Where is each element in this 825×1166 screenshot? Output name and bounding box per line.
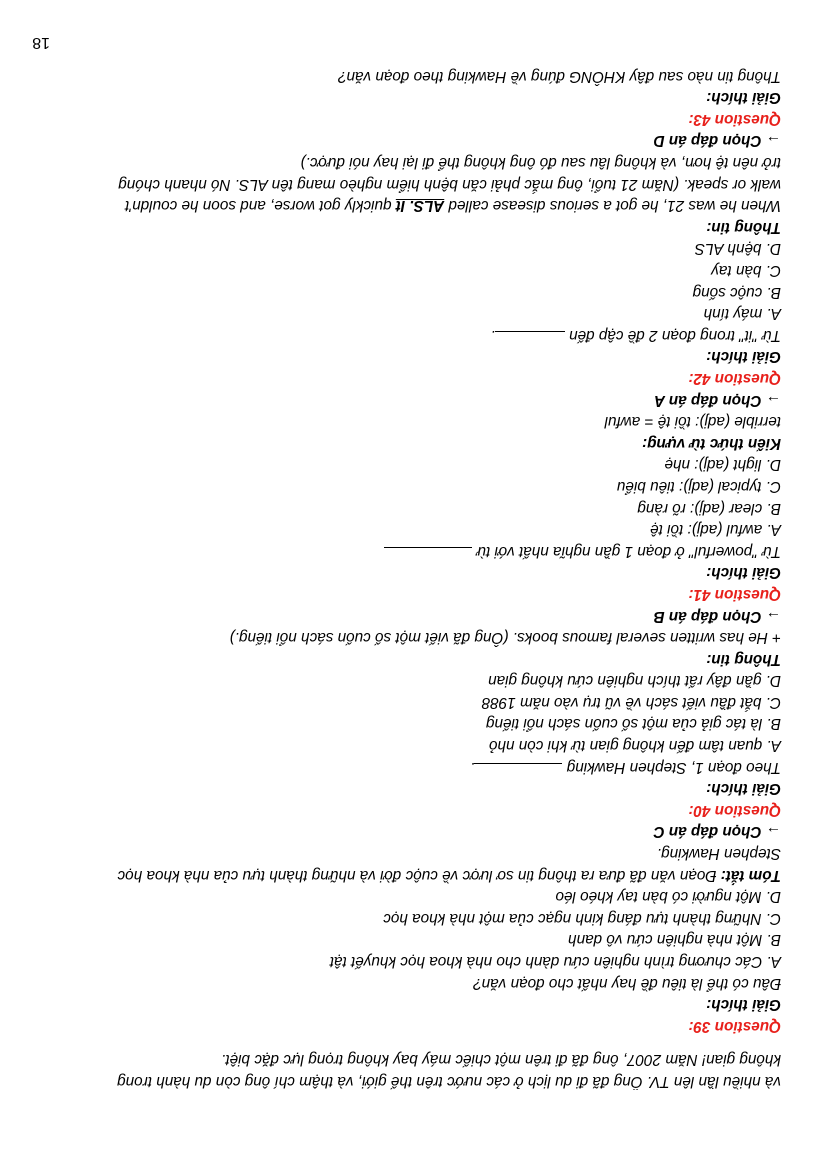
page-number: 18: [32, 34, 50, 51]
info-text: trở nên tệ hơn, và không lâu sau đó ông không thể đi lại hay nói được.): [300, 154, 781, 172]
answer-blank: [495, 331, 565, 345]
page-content: [41, 65, 781, 1092]
answer-choice: → Chọn đáp án C: [653, 823, 781, 841]
question-39-text: Đâu có thể là tiêu đề hay nhất cho đoạn văn?: [473, 974, 781, 992]
vocab-label: Kiến thức từ vựng:: [642, 434, 781, 452]
summary-text: Đoạn văn đã đưa ra thông tin sơ lược về cuộc đời và những thành tựu của nhà khoa học: [117, 866, 717, 884]
option-b: B. Một nhà nghiên cứu vô danh: [568, 931, 781, 949]
summary-label: Tóm tắt:: [720, 866, 781, 884]
option-a: A. máy tính: [703, 305, 781, 323]
option-d: D. bệnh ALS: [694, 240, 781, 258]
option-d: D. light (adj): nhẹ: [664, 456, 781, 474]
question-42-title: Question 42:: [688, 370, 781, 387]
option-a: A. quan tâm đến không gian từ khi còn nhỏ: [488, 737, 781, 755]
info-highlight: ALS. It: [395, 197, 445, 215]
option-b: B. cuộc sống: [692, 283, 781, 301]
option-b: B. là tác giả của một số cuốn sách nổi tiếng: [485, 715, 781, 733]
answer-blank: [384, 547, 472, 561]
answer-choice: → Chọn đáp án D: [653, 132, 781, 150]
info-text: + He has written several famous books. (Ông đã viết một số cuốn sách nổi tiếng.): [229, 629, 781, 647]
option-c: C. Những thành tựu đáng kinh ngạc của một nhà khoa học: [383, 909, 781, 927]
question-41-title: Question 41:: [688, 585, 781, 603]
info-text: When he was 21, he got a serious disease called ALS. It quickly got worse, and soon he couldn't: [125, 197, 781, 215]
option-a: A. awful (adj): tồi tệ: [650, 521, 781, 539]
answer-choice: → Chọn đáp án B: [653, 607, 781, 625]
question-40-title: Question 40:: [688, 801, 781, 819]
question-43-text: Thông tin nào sau đây KHÔNG đúng về Hawking theo đoạn văn?: [337, 67, 781, 85]
explanation-label: Giải thích:: [706, 348, 781, 366]
question-40-text: Theo đoạn 1, Stephen Hawking .: [470, 758, 781, 776]
answer-blank: [474, 763, 562, 777]
option-d: D. Một người có bàn tay khéo léo: [555, 888, 781, 906]
info-label: Thông tin:: [706, 650, 781, 668]
option-d: D. gần đây rất thích nghiên cứu không gian: [488, 672, 781, 690]
vocab-text: terrible (adj): tồi tệ = awful: [604, 413, 781, 431]
option-c: C. typical (adj): tiêu biểu: [616, 477, 781, 495]
explanation-label: Giải thích:: [706, 780, 781, 798]
question-43-title: Question 43:: [688, 110, 781, 128]
summary-continued: Stephen Hawking.: [656, 845, 781, 863]
explanation-label: Giải thích:: [706, 89, 781, 107]
question-42-text: Từ "it" trong đoạn 2 đề cập đến .: [490, 326, 781, 344]
info-text: walk or speak. (Năm 21 tuổi, ông mắc phải căn bệnh hiểm nghèo mang tên ALS. Nó nhanh chóng: [118, 175, 781, 193]
answer-choice: → Chọn đáp án A: [654, 391, 781, 409]
option-c: C. bàn tay: [711, 262, 781, 280]
option-c: C. bắt đầu viết sách về vũ trụ vào năm 1988: [481, 693, 781, 711]
option-a: A. Các chương trình nghiên cứu dành cho nhà khoa học khuyết tật: [329, 953, 781, 971]
question-41-text: Từ "powerful" ở đoạn 1 gần nghĩa nhất với từ: [41, 540, 781, 562]
question-39-title: Question 39:: [688, 1017, 781, 1035]
intro-line: không gian! Năm 2007, ông đã đi trên một chiếc máy bay không trọng lực đặc biệt.: [221, 1051, 781, 1069]
summary: [41, 864, 781, 886]
option-b: B. clear (adj): rõ ràng: [637, 499, 781, 517]
intro-line: và nhiều lần lên TV. Ông đã đi du lịch ở các nước trên thế giới, và thậm chí ông còn du hành trong: [117, 1073, 781, 1090]
info-label: Thông tin:: [706, 218, 781, 236]
explanation-label: Giải thích:: [706, 564, 781, 582]
explanation-label: Giải thích:: [706, 996, 781, 1014]
